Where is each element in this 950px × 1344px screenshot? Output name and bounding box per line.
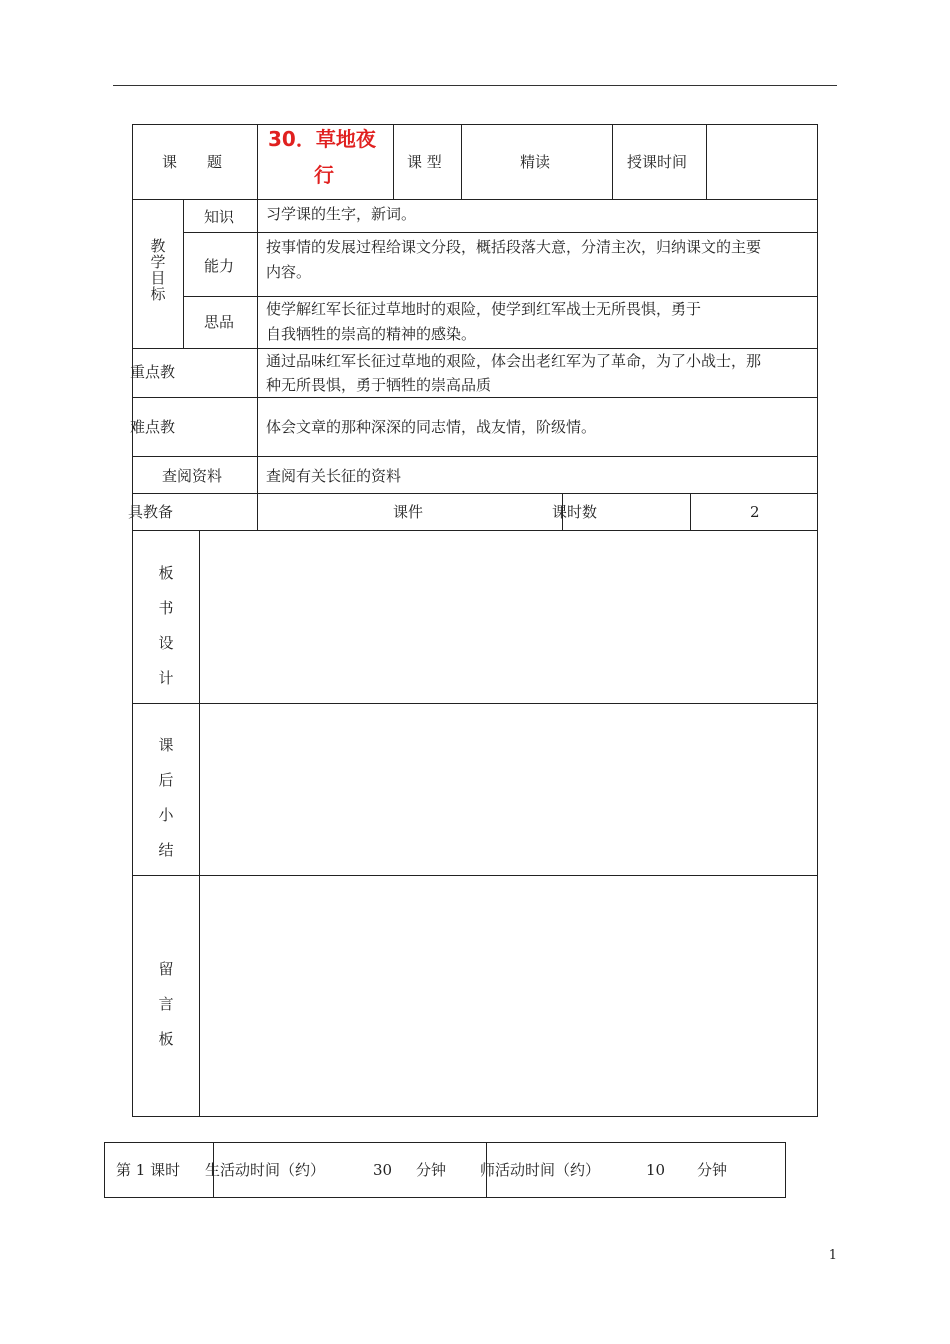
ability-label: 能力 bbox=[204, 257, 235, 275]
hours-value: 2 bbox=[750, 503, 760, 521]
key-point-label: 重点教 bbox=[130, 363, 176, 381]
ability-text-line2: 内容。 bbox=[266, 263, 312, 281]
row-divider bbox=[132, 875, 818, 876]
ethics-label: 思品 bbox=[204, 313, 235, 331]
lesson-number: 第 1 课时 bbox=[116, 1161, 181, 1179]
teacher-activity-minutes: 10 bbox=[646, 1161, 666, 1179]
difficulty-label: 难点教 bbox=[130, 418, 176, 436]
student-activity-minutes: 30 bbox=[373, 1161, 393, 1179]
board-design-label: 板 书 设 计 bbox=[158, 564, 174, 687]
key-point-line1: 通过品味红军长征过草地的艰险，体会出老红军为了革命，为了小战士，那 bbox=[266, 352, 762, 370]
col-divider bbox=[199, 530, 200, 1117]
col-divider bbox=[461, 124, 462, 199]
col-divider bbox=[612, 124, 613, 199]
row-divider bbox=[132, 703, 818, 704]
lesson-title-continued: 行 bbox=[314, 163, 334, 187]
knowledge-text: 习学课的生字，新词。 bbox=[266, 205, 417, 223]
col-divider bbox=[393, 124, 394, 199]
reference-label: 查阅资料 bbox=[162, 467, 223, 485]
lesson-title: 30．草地夜 bbox=[268, 127, 376, 151]
summary-label: 课 后 小 结 bbox=[158, 736, 174, 859]
student-activity-label: 生活动时间（约） bbox=[205, 1161, 326, 1179]
teacher-activity-unit: 分钟 bbox=[697, 1161, 728, 1179]
lesson-plan-table bbox=[132, 124, 818, 1117]
knowledge-label: 知识 bbox=[204, 208, 235, 226]
row-divider bbox=[183, 232, 818, 233]
header-rule bbox=[113, 85, 837, 86]
row-divider bbox=[132, 199, 818, 200]
ethics-text-line2: 自我牺牲的崇高的精神的感染。 bbox=[266, 325, 477, 343]
page-number: 1 bbox=[828, 1248, 837, 1263]
col-divider bbox=[257, 124, 258, 530]
row-divider bbox=[132, 493, 818, 494]
type-label: 课 型 bbox=[407, 153, 442, 171]
objectives-label: 教 学 目 标 bbox=[150, 237, 166, 303]
col-divider bbox=[690, 493, 691, 530]
ethics-text-line1: 使学解红军长征过草地时的艰险，使学到红军战士无所畏惧，勇于 bbox=[266, 300, 702, 318]
reference-text: 查阅有关长征的资料 bbox=[266, 467, 402, 485]
row-divider bbox=[132, 456, 818, 457]
col-divider bbox=[183, 199, 184, 348]
teacher-activity-label: 师活动时间（约） bbox=[480, 1161, 601, 1179]
row-divider bbox=[132, 530, 818, 531]
student-activity-unit: 分钟 bbox=[416, 1161, 447, 1179]
time-label: 授课时间 bbox=[627, 153, 688, 171]
key-point-line2: 种无所畏惧，勇于牺牲的崇高品质 bbox=[266, 376, 492, 394]
hours-label: 课时数 bbox=[552, 503, 598, 521]
prep-label: 具教备 bbox=[128, 503, 174, 521]
type-value: 精读 bbox=[520, 153, 551, 171]
col-divider bbox=[706, 124, 707, 199]
message-board-label: 留 言 板 bbox=[158, 960, 174, 1048]
row-divider bbox=[132, 397, 818, 398]
difficulty-text: 体会文章的那种深深的同志情，战友情，阶级情。 bbox=[266, 418, 597, 436]
prep-value: 课件 bbox=[393, 503, 424, 521]
topic-label: 课 题 bbox=[162, 153, 223, 171]
ability-text-line1: 按事情的发展过程给课文分段，概括段落大意，分清主次，归纳课文的主要 bbox=[266, 238, 762, 256]
